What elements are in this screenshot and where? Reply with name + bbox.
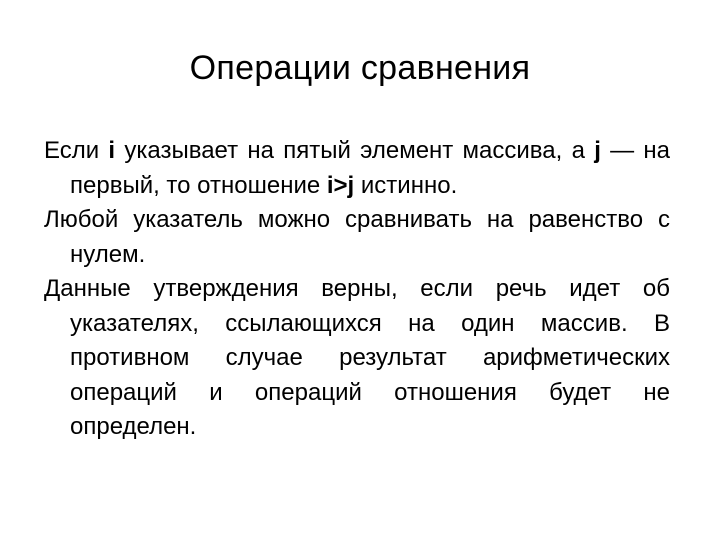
paragraph-pointer-comparison — [44, 134, 670, 203]
p1-var-j: j — [594, 137, 601, 164]
p1-expr-i-gt-j: i>j — [326, 171, 355, 199]
p1-var-i: i — [108, 137, 116, 164]
p1-text-e: — на первый, то отношение — [70, 137, 670, 199]
slide-body — [44, 134, 670, 445]
slide-title: Операции сравнения — [189, 49, 531, 87]
p1-text-c: указывает на пятый элемент массива, а — [115, 137, 595, 164]
paragraph-same-array-note: Данные утверждения верны, если речь идет об указателях, ссылающихся на один массив. В противном случае результат арифметических операций и операций отношения будет не определен. — [44, 275, 670, 440]
p1-text-a: Если — [44, 137, 109, 164]
p1-text-g: истинно. — [354, 171, 458, 199]
paragraph-null-comparison: Любой указатель можно сравнивать на равенство с нулем. — [44, 206, 670, 268]
